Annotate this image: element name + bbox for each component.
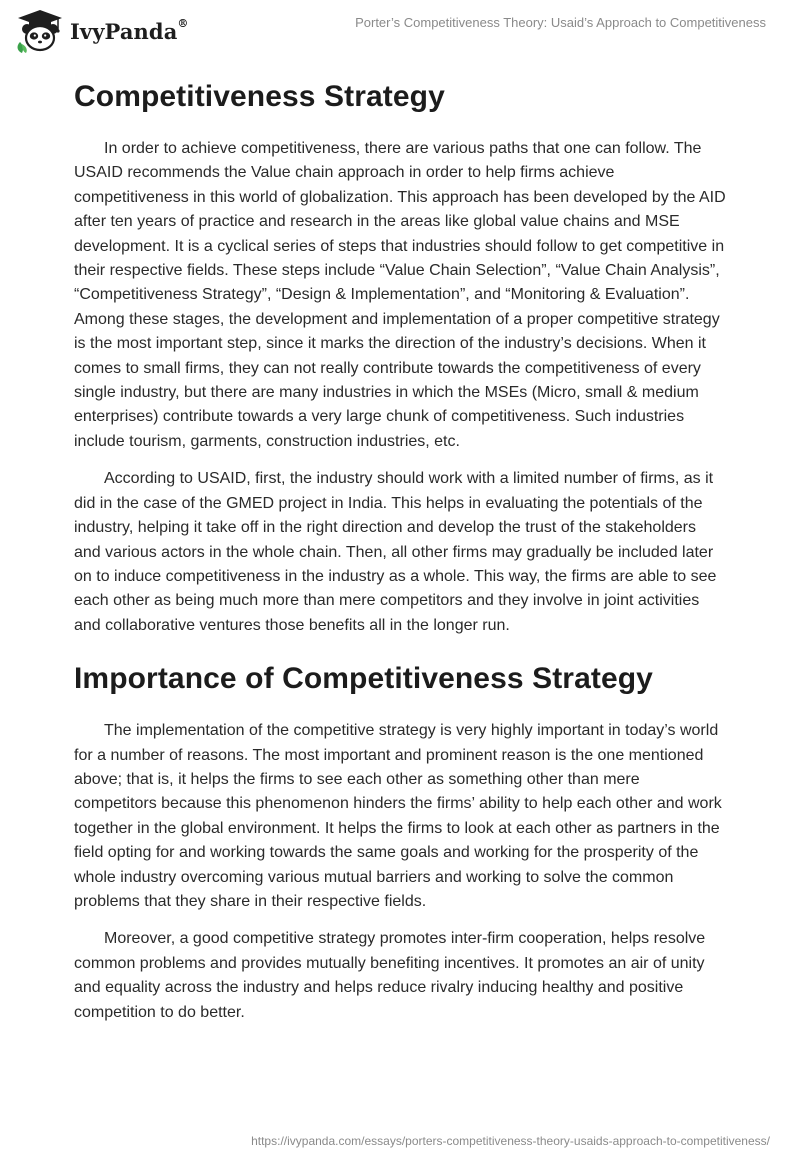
section-heading: Importance of Competitiveness Strategy [74, 662, 653, 696]
panda-graduation-cap-icon [14, 8, 66, 54]
source-url[interactable]: https://ivypanda.com/essays/porters-competitiveness-theory-usaids-approach-to-competitiveness/ [251, 1134, 770, 1148]
paragraph: Moreover, a good competitive strategy promotes inter-firm cooperation, helps resolve common problems and provides mutually benefiting incentives. It promotes an air of unity and equality across the industry and helps reduce rivalry inducing healthy and positive competition to do better. [74, 930, 706, 1021]
paragraph: The implementation of the competitive strategy is very highly important in today’s world for a number of reasons. The most important and prominent reason is the one mentioned above; that is, it helps the firms to see each other as something other than mere competitors because this phenomenon hinders the firms’ ability to help each other and work together in the global environment. It helps the firms to look at each other as partners in the field opting for and working towards the same goals and working for the prosperity of the whole industry overcoming various mutual barriers and working to solve the common problems that they share in their respective fields. [74, 722, 722, 910]
article-body [74, 64, 726, 1038]
brand-name-text: IvyPanda [70, 18, 178, 44]
section-heading: Competitiveness Strategy [74, 80, 445, 113]
document-title: Porter’s Competitiveness Theory: Usaid’s Approach to Competitiveness [355, 15, 766, 30]
paragraph: According to USAID, first, the industry should work with a limited number of firms, as it did in the case of the GMED project in India. This helps in evaluating the potentials of the industry, helping it take off in the right direction and develop the trust of the stakeholders and various actors in the whole chain. Then, all other firms may gradually be included later on to induce competitiveness in the industry as a whole. This way, the firms are able to see each other as being much more than mere competitors and they involve in joint activities and collaborative ventures those benefits all in the longer run. [74, 470, 717, 634]
brand-name [70, 16, 189, 44]
page-header [0, 0, 800, 60]
paragraph: In order to achieve competitiveness, there are various paths that one can follow. The USAID recommends the Value chain approach in order to help firms achieve competitiveness in this world of globalization. This approach has been developed by the AID after ten years of practice and research in the areas like global value chains and MSE development. It is a cyclical series of steps that industries should follow to get competitive in their respective fields. These steps include “Value Chain Selection”, “Value Chain Analysis”, “Competitiveness Strategy”, “Design & Implementation”, and “Monitoring & Evaluation”. Among these stages, the development and implementation of a proper competitive strategy is the most important step, since it marks the direction of the industry’s decisions. When it comes to small firms, they can not really contribute towards the competitiveness of every single industry, but there are many industries in which the MSEs (Micro, small & medium enterprises) contribute towards a very large chunk of competitiveness. Such industries include tourism, garments, construction industries, etc. [74, 140, 726, 450]
section-competitiveness-strategy [74, 69, 726, 638]
section-importance-of-competitiveness-strategy [74, 651, 726, 1025]
ivypanda-logo[interactable] [14, 8, 189, 54]
registered-mark: ® [177, 16, 189, 30]
